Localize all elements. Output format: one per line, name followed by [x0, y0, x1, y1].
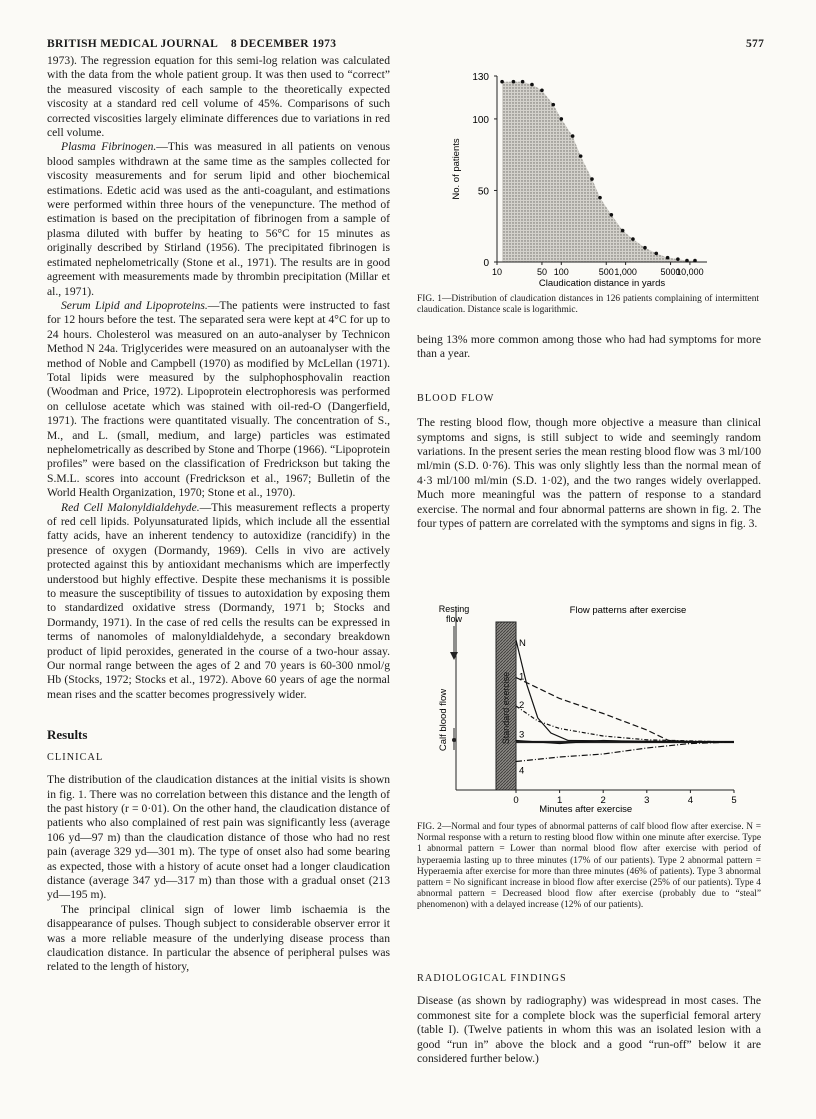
- paragraph-fibrinogen: Plasma Fibrinogen.—This was measured in all patients on venous blood samples withdrawn at the same time as the samples collected for viscosity measurements and for serum lipid and other biochemical estimations. Edetic acid was used as the anti-coagulant, and estimations were performed within three hours of the venepuncture. The method of estimation is based on the precipitation of fibrinogen from a sample of plasma diluted with buffer by heating to 56°C for 15 minutes as originally described by Stirland (1956). The precipitated fibrinogen is estimated nephelometrically (Stone et al., 1971). The results are in good agreement with measurements made by thrombin precipitation (Millar et al., 1971).: [47, 140, 390, 298]
- results-heading: Results: [47, 727, 88, 743]
- fig2-x-tick-label: 4: [687, 795, 694, 806]
- fig1-y-tick-label: 50: [477, 186, 489, 198]
- left-column: [47, 54, 390, 975]
- figure-1-caption: FIG. 1—Distribution of claudication distances in 126 patients complaining of intermittent claudication. Distance scale is logarithmic.: [417, 294, 759, 316]
- fig1-point: [500, 80, 504, 84]
- fig1-area: [502, 82, 695, 262]
- paragraph-symptoms: being 13% more common among those who had had symptoms for more than a year.: [417, 333, 761, 361]
- radiological-heading: RADIOLOGICAL FINDINGS: [417, 973, 567, 984]
- paragraph-malonyldialdehyde: Red Cell Malonyldialdehyde.—This measurement reflects a property of red cell lipids. Polyunsaturated lipids, which include all the essential fatty acids, have an inherent tendency to autoxidize (rancidify) in the presence of oxygen (Dormandy, 1969). Cells in vivo are actively protected against this by antioxidant mechanisms which are imperfectly understood but highly effective. Despite these mechanisms it is possible to measure the susceptibility of tissues to autoxidation by exposing them to standardized oxidative stress (Dormandy, 1971 b; Stocks and Dormandy, 1971). In the case of red cells the results can be expressed in terms of nanomoles of malonyldialdehyde, a secondary breakdown product of lipid peroxides, generated in the course of a two-hour assay. Our normal range between the ages of 2 and 70 years is 60-300 nmol/g Hb (Stocks, 1972; Stocks et al., 1972). Above 60 years of age the normal mean rises and the scatter becomes progressively wider.: [47, 500, 390, 701]
- paragraph-pulses: The principal clinical sign of lower limb ischaemia is the disappearance of pulses. Though subject to considerable observer error it was a more reliable measure of the underlying disease process than claudication distance. In particular the absence of peripheral pulses was related to the length of history,: [47, 902, 390, 974]
- fig1-point: [521, 80, 525, 84]
- fig1-x-tick-label: 5000: [660, 267, 681, 277]
- fig1-point: [540, 89, 544, 93]
- fig2-title: Flow patterns after exercise: [569, 605, 687, 616]
- fig1-point: [643, 246, 647, 250]
- running-head: [47, 38, 336, 50]
- fig1-point: [693, 259, 697, 263]
- fig2-y-label: Calf blood flow: [438, 688, 449, 752]
- fig2-x-tick-label: 5: [731, 795, 737, 806]
- fig2-series-label: 4: [519, 765, 525, 777]
- right-column-upper: [417, 333, 761, 531]
- fig1-point: [685, 259, 689, 263]
- issue-date: 8 DECEMBER 1973: [230, 38, 337, 50]
- journal-name: BRITISH MEDICAL JOURNAL: [47, 38, 219, 50]
- fig2-exercise-label: Standard exercise: [501, 671, 511, 745]
- fig1-point: [631, 237, 635, 241]
- fig2-resting-label-2: flow: [445, 614, 463, 624]
- fig1-x-tick-label: 500: [598, 267, 614, 277]
- fig1-point: [560, 117, 564, 121]
- fig1-point: [621, 229, 625, 233]
- fig1-point: [676, 257, 680, 261]
- figure-2-chart: [428, 600, 758, 818]
- fig2-series-label: 2: [519, 700, 525, 711]
- fig2-series-label: 3: [519, 729, 525, 741]
- fig2-x-tick-label: 3: [644, 795, 650, 806]
- heading-malonyldialdehyde: Red Cell Malonyldialdehyde.: [61, 500, 200, 514]
- fig2-series-label: N: [519, 638, 526, 649]
- fig1-x-tick-label: 1,000: [614, 267, 637, 277]
- fig1-x-label: Claudication distance in yards: [538, 278, 666, 289]
- fig1-y-tick-label: 130: [472, 72, 489, 83]
- fig1-point: [571, 134, 575, 138]
- heading-fibrinogen: Plasma Fibrinogen.: [61, 140, 157, 154]
- fig2-series-1: [516, 678, 734, 743]
- fig1-point: [512, 80, 516, 84]
- fig2-resting-dot: [452, 738, 456, 742]
- blood-flow-heading: BLOOD FLOW: [417, 392, 495, 404]
- paragraph-blood-flow: The resting blood flow, though more objective a measure than clinical symptoms and signs, is still subject to wide and seemingly random variations. In the present series the mean resting blood flow was 3 ml/100 ml/min (S.D. 0·76). This was only slightly less than the normal mean of 4·3 ml/100 ml/min (S.D. 1·02), and the two ranges widely overlapped. Much more meaningful was the pattern of response to a standard exercise. The normal and four abnormal patterns are shown in fig. 2. The four types of pattern are correlated with the symptoms and signs in fig. 3.: [417, 416, 761, 531]
- figure-2-caption: FIG. 2—Normal and four types of abnormal patterns of calf blood flow after exercise. N = Normal response with a return to resting blood flow within one minute after exercise. Type 1 abnormal pattern = Lower than normal blood flow after exercise with period of hyperaemia lasting up to three minutes (17% of our patients). Type 2 abnormal pattern = Hyperaemia after exercise for more than three minutes (46% of patients). Type 3 abnormal pattern = No significant increase in blood flow after exercise (25% of our patients). Type 4 abnormal pattern = Decreased blood flow after exercise (probably due to “steal” phenomenon) with a delayed increase (12% of our patients).: [417, 822, 761, 911]
- heading-lipids: Serum Lipid and Lipoproteins.: [61, 298, 208, 312]
- fig1-y-label: No. of patients: [451, 138, 462, 200]
- fig1-x-tick-label: 10: [491, 267, 503, 277]
- fig1-point: [610, 213, 614, 217]
- paragraph-radiological: Disease (as shown by radiography) was widespread in most cases. The commonest site for a complete block was the superficial femoral artery (table I). (Twelve patients in whom this was an isolated lesion with a good “run in” above the block and a good “run-off” below it are considered further below.): [417, 994, 761, 1066]
- fig1-y-tick-label: 100: [472, 114, 489, 126]
- right-column-lower: [417, 972, 761, 1066]
- fig1-point: [666, 256, 670, 260]
- figure-1-chart: [440, 60, 740, 292]
- paragraph-lipids: Serum Lipid and Lipoproteins.—The patients were instructed to fast for 12 hours before the test. The separated sera were kept at 4°C for up to 24 hours. Cholesterol was measured on an auto-analyser by Technicon Method N 24a. Triglycerides were measured on an autoanalyser with the method of Noble and Campbell (1970) as modified by McLellan (1971). Total lipids were measured by the sulphophosphovalin reaction (Woodman and Price, 1972). Lipoprotein electrophoresis was performed on cellulose acetate which was stained with oil-red-O (Dangerfield, 1971). The fractions were quantitated visually. The concentration of S., M., and L. (small, medium, and large) particles was estimated nephelometrically as described by Stone and Thorpe (1966). “Lipoprotein profiles” were based on the classification of Fredrickson but taking the S.M.L. scores into account (Fredrickson et al., 1967; Bulletin of the World Health Organization, 1970; Stone et al., 1970).: [47, 298, 390, 500]
- clinical-heading: CLINICAL: [47, 751, 104, 763]
- fig2-series-4: [516, 742, 734, 762]
- fig1-x-tick-label: 100: [553, 267, 569, 277]
- paragraph-distribution: The distribution of the claudication distances at the initial visits is shown in fig. 1. There was no correlation between this distance and the length of the past history (r = 0·01). On the other hand, the claudication distance of patients who also complained of rest pain was significantly less (average 106 yd—97 m) than the claudication distance of those who had no rest pain (average 329 yd—301 m). The type of onset also had some bearing as expected, those with a history of acute onset had a longer claudication distance (average 347 yd—317 m) than those with a gradual onset (213 yd—195 m).: [47, 773, 390, 902]
- fig2-x-tick-label: 0: [513, 795, 519, 806]
- fig1-point: [654, 252, 658, 256]
- fig2-series-2: [516, 706, 734, 742]
- fig1-x-tick-label: 10,000: [676, 267, 704, 277]
- fig1-point: [551, 103, 555, 107]
- fig2-x-tick-label: 1: [556, 795, 563, 806]
- fig1-point: [530, 83, 534, 87]
- fig1-x-tick-label: 50: [536, 267, 547, 277]
- fig1-point: [579, 154, 583, 158]
- fig1-y-tick-label: 0: [483, 258, 489, 269]
- page-number: 577: [746, 38, 765, 50]
- fig2-series-label: 1: [519, 671, 525, 683]
- fig2-resting-arrowhead: [450, 652, 458, 660]
- paragraph-viscosity: 1973). The regression equation for this semi-log relation was calculated with the data from the whole patient group. It was then used to “correct” the measured viscosity of each sample to the theoretically expected viscosity at a standard red cell volume of 45%. Comparisons of such corrected viscosities largely eliminate differences due to variations in red cell volume.: [47, 54, 390, 140]
- fig2-x-label: Minutes after exercise: [539, 804, 633, 815]
- fig2-x-tick-label: 2: [600, 795, 606, 806]
- fig2-series-N: [516, 640, 734, 742]
- fig1-point: [598, 196, 602, 200]
- fig2-resting-label: Resting: [438, 604, 470, 614]
- fig1-point: [590, 177, 594, 181]
